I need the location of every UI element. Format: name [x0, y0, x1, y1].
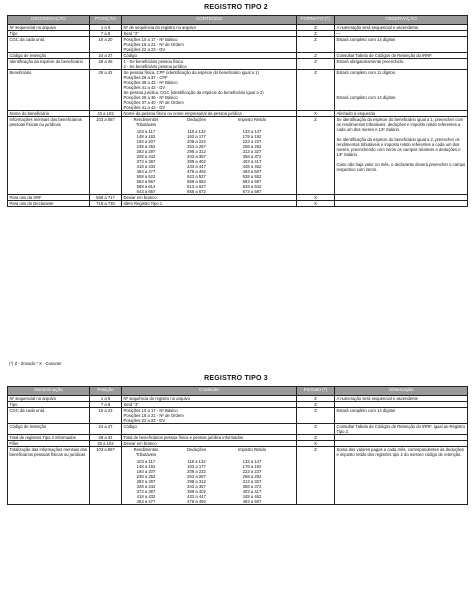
denominacao-cell: Tipo	[8, 402, 90, 408]
denominacao-cell: Para uso do Declarante	[8, 201, 90, 207]
deducoes-value: 658 a 672	[187, 189, 206, 194]
observacao-cell: Estará completo com 14 dígitos	[335, 37, 468, 53]
deducoes-value: 478 a 492	[187, 499, 206, 504]
imposto-value: 583 a 597	[242, 179, 262, 184]
imposto-value: 133 a 147	[242, 459, 262, 464]
conteudo-cell: Se pessoa física, CPF (identificação da espécie do beneficiário igual a 1) Posições 29 a 37 - CPF Posições 38 a 42 - Nº Básico Posições 41 a 42 - DV Se pessoa jurídica, CGC (identificação da espécie do beneficiário igual a 2) Posições 29 a 36 - Nº Básico Posições 37 a 40 - Nº de Ordem Posições 41 a 42 - DV	[122, 70, 297, 111]
rendimentos-value: 418 a 432	[136, 494, 156, 499]
imposto-value: 358 a 372	[242, 484, 262, 489]
imposto-value: 493 a 507	[242, 169, 262, 174]
rendimentos-value: 463 a 477	[136, 499, 156, 504]
denominacao-cell: Tipo	[8, 31, 90, 37]
subheader-label: Imposto Retido	[237, 447, 267, 452]
denominacao-cell: Beneficiário	[8, 70, 90, 111]
registro-tipo-2-title: REGISTRO TIPO 2	[204, 4, 268, 11]
posicao-cell: 43 a 102	[90, 111, 122, 117]
header-posicao: POSIÇÃO	[90, 16, 122, 25]
posicao-cell: 24 a 27	[90, 53, 122, 59]
deducoes-value: 388 a 402	[187, 489, 206, 494]
rendimentos-value: 193 a 207	[136, 469, 156, 474]
denominacao-cell: CGC da cada unid.	[8, 37, 90, 53]
posicao-cell: 33 a 102	[90, 441, 122, 447]
denominacao-cell: Nº sequencial no arquivo	[8, 25, 90, 31]
deducoes-value: 118 a 132	[187, 459, 206, 464]
formato-cell: X	[297, 441, 335, 447]
rendimentos-value: 103 a 117	[136, 459, 156, 464]
imposto-value: 178 a 192	[242, 134, 262, 139]
denominacao-cell: Filler	[8, 441, 90, 447]
deducoes-value: 208 a 222	[187, 139, 206, 144]
table-header-row	[8, 387, 468, 396]
conteudo-cell: 1 - Se beneficiário pessoa física 2 - Se beneficiário pessoa jurídica	[122, 59, 297, 70]
subheader-label: Deduções	[187, 117, 206, 122]
imposto-value: 178 a 192	[242, 464, 262, 469]
conteudo-cell: Código	[122, 424, 297, 435]
rendimentos-value: 418 a 432	[136, 164, 156, 169]
table-row	[8, 37, 468, 53]
header-posicao: Posição	[90, 387, 122, 396]
imposto-value: 493 a 507	[242, 499, 262, 504]
conteudo-cell: Total de beneficiários pessoa física e pessoa jurídica informados	[122, 435, 297, 441]
subheader-label: Deduções	[187, 447, 206, 452]
table-row	[8, 70, 468, 111]
denominacao-cell: Código de retenção	[8, 53, 90, 59]
registro-tipo-2-table	[7, 15, 468, 207]
header-observacao: OBSERVAÇÃO	[335, 16, 468, 25]
deducoes-value: 253 a 267	[187, 474, 206, 479]
posicao-cell: 10 a 23	[90, 408, 122, 424]
imposto-value: 313 a 327	[242, 479, 262, 484]
formato-cell: Z	[297, 447, 335, 505]
deducoes-value: 208 a 222	[187, 469, 206, 474]
posicao-cell: 7 a 8	[90, 31, 122, 37]
denominacao-cell: Para uso da SRF	[8, 195, 90, 201]
observacao-cell: A numeração será sequencial e ascendente	[335, 396, 468, 402]
posicao-cell: 24 a 27	[90, 424, 122, 435]
denominacao-cell: Identificação da espécie do beneficiário	[8, 59, 90, 70]
deducoes-value: 568 a 582	[187, 179, 206, 184]
rendimentos-value: 148 a 162	[136, 464, 156, 469]
observacao-cell: Se identificação da espécie do beneficiário igual a 1, preencher com os rendimentos tributáveis, deduções e imposto retido referentes a cada um dos meses e 13º Salário. Se identificação da espécie do beneficiário igual a 2, preencher os rendimentos tributáveis e imposto retido referentes a cada um dos meses, preenchendo com zeros os campos relativos a deduções e 13º Salário. Caso não haja valor no mês, o declarante deverá preencher o campo respectivo com zeros.	[335, 117, 468, 195]
posicao-cell: 10 a 20	[90, 37, 122, 53]
imposto-value: 358 a 372	[242, 154, 262, 159]
imposto-value: 313 a 327	[242, 149, 262, 154]
deducoes-value: 613 a 627	[187, 184, 206, 189]
formato-cell: X	[297, 201, 335, 207]
conteudo-cell: Posições 10 a 17 - Nº Básico Posições 18 a 21 - Nº de Ordem Posições 22 a 23 - DV	[122, 37, 297, 53]
conteudo-cell: Posições 10 a 17 - Nº Básico Posições 18 a 21 - Nº de Ordem Posições 22 a 23 - DV	[122, 408, 297, 424]
header-conteudo: CONTEÚDO	[122, 16, 297, 25]
rendimentos-value: 193 a 207	[136, 139, 156, 144]
formato-cell: X	[297, 195, 335, 201]
observacao-cell: —	[335, 31, 468, 37]
denominacao-cell: Totalização das informações mensais dos beneficiários pessoas físicas ou jurídicas	[8, 447, 90, 505]
imposto-value: 133 a 147	[242, 129, 262, 134]
table-row	[8, 201, 468, 207]
imposto-value: 673 a 687	[242, 189, 262, 194]
deducoes-value: 343 a 357	[187, 484, 206, 489]
imposto-value: 268 a 282	[242, 474, 262, 479]
imposto-value: 628 a 642	[242, 184, 262, 189]
observacao-cell: Estará obrigatoriamente preenchido.	[335, 59, 468, 70]
formato-cell: Z	[297, 408, 335, 424]
conteudo-cell	[122, 117, 297, 195]
table-row	[8, 408, 468, 424]
conteudo-cell	[122, 447, 297, 505]
deducoes-value: 523 a 537	[187, 174, 206, 179]
deducoes-value: 343 a 357	[187, 154, 206, 159]
subheader-label: Rendimentos Tributáveis	[133, 117, 159, 127]
deducoes-value: 253 a 267	[187, 144, 206, 149]
deducoes-value: 433 a 447	[187, 494, 206, 499]
imposto-value: 448 a 462	[242, 164, 262, 169]
rendimentos-value: 553 a 567	[136, 179, 156, 184]
denominacao-cell: Total de registros Tipo 2 informados	[8, 435, 90, 441]
monthly-subheader	[124, 447, 295, 457]
posicao-cell: 28 a 28	[90, 59, 122, 70]
conteudo-cell: Será "3"	[122, 402, 297, 408]
imposto-value: 268 a 282	[242, 144, 262, 149]
header-conteudo: Conteúdo	[122, 387, 297, 396]
conteudo-cell: Idem Registro Tipo 1	[122, 201, 297, 207]
table-row	[8, 59, 468, 70]
deducoes-value: 433 a 447	[187, 164, 206, 169]
table-row	[8, 117, 468, 195]
formato-cell: Z	[297, 53, 335, 59]
rendimentos-value: 598 a 612	[136, 184, 156, 189]
imposto-value: 403 a 417	[242, 489, 262, 494]
deducoes-value: 298 a 312	[187, 479, 206, 484]
header-denominacao: Denominação	[8, 387, 90, 396]
formato-cell: Z	[297, 117, 335, 195]
imposto-value: 403 a 417	[242, 159, 262, 164]
posicao-cell: 718 a 730	[90, 201, 122, 207]
formato-cell: Z	[297, 59, 335, 70]
conteudo-cell: Nome da pessoa física ou nome empresarial da pessoa jurídica	[122, 111, 297, 117]
observacao-cell: Estará completo com 11 dígitos. Estará completo com 14 dígitos.	[335, 70, 468, 111]
formato-cell: X	[297, 111, 335, 117]
subheader-label: Rendimentos Tributáveis	[133, 447, 159, 457]
observacao-cell: Soma dos valores pagos a cada mês, correspondentes às deduções e imposto retido dos registros tipo 2 do mesmo código de retenção.	[335, 447, 468, 505]
rendimentos-value: 148 a 162	[136, 134, 156, 139]
subheader-label: Imposto Retido	[237, 117, 267, 122]
posicao-cell: 1 a 6	[90, 25, 122, 31]
rendimentos-value: 373 a 387	[136, 489, 156, 494]
month-values-row	[124, 189, 295, 194]
conteudo-cell: Nº sequência do registro no arquivo	[122, 396, 297, 402]
monthly-subheader	[124, 117, 295, 127]
observacao-cell: Alinhado à esquerda	[335, 111, 468, 117]
denominacao-cell: Informações mensais dos beneficiários pessoas físicas ou jurídicas	[8, 117, 90, 195]
formato-cell: Z	[297, 70, 335, 111]
deducoes-value: 298 a 312	[187, 149, 206, 154]
imposto-value: 448 a 462	[242, 494, 262, 499]
rendimentos-value: 103 a 117	[136, 129, 156, 134]
posicao-cell: 29 a 42	[90, 70, 122, 111]
rendimentos-value: 373 a 387	[136, 159, 156, 164]
table-header-row	[8, 16, 468, 25]
denominacao-cell: Nome do beneficiário	[8, 111, 90, 117]
conteudo-cell: Deixar em branco	[122, 195, 297, 201]
observacao-cell	[335, 201, 468, 207]
deducoes-value: 118 a 132	[187, 129, 206, 134]
rendimentos-value: 643 a 657	[136, 189, 156, 194]
formato-cell: Z	[297, 31, 335, 37]
header-formato: FORMATO (*)	[297, 16, 335, 25]
formato-cell: Z	[297, 424, 335, 435]
deducoes-value: 388 a 402	[187, 159, 206, 164]
conteudo-cell: Será "2"	[122, 31, 297, 37]
registro-tipo-3-title: REGISTRO TIPO 3	[204, 375, 268, 382]
rendimentos-value: 283 a 297	[136, 479, 156, 484]
observacao-cell: Consultar Tabela de Códigos de Retenção do IRRF.	[335, 53, 468, 59]
posicao-cell: 28 a 32	[90, 435, 122, 441]
deducoes-value: 478 a 492	[187, 169, 206, 174]
posicao-cell: 558 a 717	[90, 195, 122, 201]
table-row	[8, 447, 468, 505]
rendimentos-value: 508 a 522	[136, 174, 156, 179]
rendimentos-value: 463 a 477	[136, 169, 156, 174]
registro-tipo-3-table	[7, 386, 468, 505]
denominacao-cell: CGC da cada unid.	[8, 408, 90, 424]
observacao-cell: Estará completo com 14 dígitos	[335, 408, 468, 424]
observacao-cell: Consultar Tabela de Códigos de Retenção do IRRF, igual ao Registro Tipo 2.	[335, 424, 468, 435]
imposto-value: 538 a 552	[242, 174, 262, 179]
rendimentos-value: 238 a 252	[136, 474, 156, 479]
table-row	[8, 424, 468, 435]
denominacao-cell: Código de retenção	[8, 424, 90, 435]
formato-cell: Z	[297, 25, 335, 31]
conteudo-cell: Deixar em branco	[122, 441, 297, 447]
deducoes-value: 163 a 177	[187, 134, 206, 139]
imposto-value: 223 a 237	[242, 139, 262, 144]
posicao-cell: 103 a 557	[90, 117, 122, 195]
footnote: (*) Z - Zonado * X - Caracter	[9, 361, 62, 366]
rendimentos-value: 328 a 342	[136, 154, 156, 159]
deducoes-value: 163 a 177	[187, 464, 206, 469]
conteudo-cell: Código	[122, 53, 297, 59]
posicao-cell: 103 a 687	[90, 447, 122, 505]
formato-cell: Z	[297, 435, 335, 441]
rendimentos-value: 238 a 252	[136, 144, 156, 149]
month-values-row	[124, 499, 295, 504]
posicao-cell: 1 a 6	[90, 396, 122, 402]
header-denominacao: DENOMINAÇÃO	[8, 16, 90, 25]
rendimentos-value: 283 a 297	[136, 149, 156, 154]
formato-cell: Z	[297, 402, 335, 408]
conteudo-cell: Nº de sequência do registro no arquivo	[122, 25, 297, 31]
observacao-cell: A numeração será sequencial e ascendente.	[335, 25, 468, 31]
rendimentos-value: 328 a 342	[136, 484, 156, 489]
denominacao-cell: Nº sequencial no arquivo	[8, 396, 90, 402]
imposto-value: 223 a 237	[242, 469, 262, 474]
formato-cell: Z	[297, 396, 335, 402]
header-formato: Formato (*)	[297, 387, 335, 396]
header-observacao: Observação	[335, 387, 468, 396]
formato-cell: Z	[297, 37, 335, 53]
posicao-cell: 7 a 8	[90, 402, 122, 408]
